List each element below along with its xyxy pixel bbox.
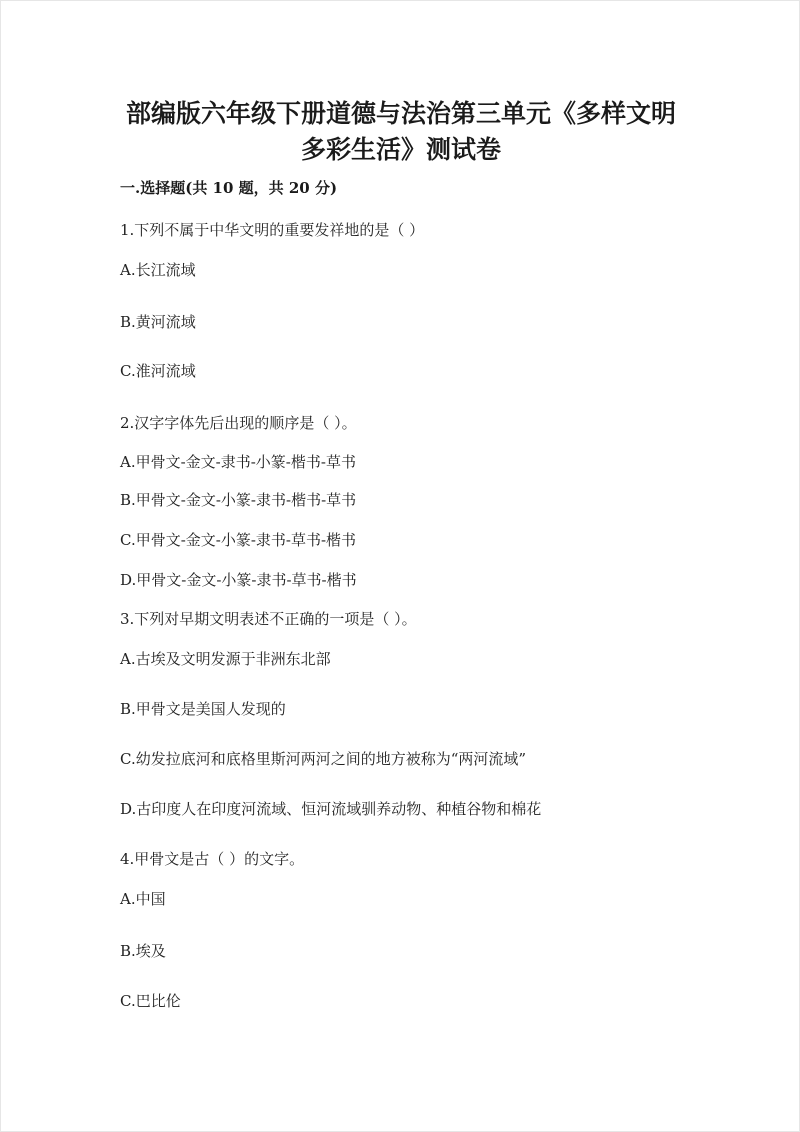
question-4-option-b: B.埃及 [120, 942, 166, 960]
page-title-line2: 多彩生活》测试卷 [300, 135, 501, 164]
question-2-option-d: D.甲骨文-金文-小篆-隶书-草书-楷书 [120, 571, 357, 589]
question-4-option-a: A.中国 [120, 890, 166, 908]
question-1-option-a: A.长江流域 [120, 261, 196, 279]
question-3-option-c: C.幼发拉底河和底格里斯河两河之间的地方被称为“两河流域” [120, 750, 527, 768]
question-1-option-c: C.淮河流域 [120, 362, 196, 380]
question-2-option-c: C.甲骨文-金文-小篆-隶书-草书-楷书 [120, 531, 357, 549]
question-1-stem: 1.下列不属于中华文明的重要发祥地的是（ ） [120, 221, 425, 239]
question-2-option-b: B.甲骨文-金文-小篆-隶书-楷书-草书 [120, 491, 357, 509]
question-4-stem: 4.甲骨文是古（ ）的文字。 [120, 850, 305, 868]
question-1-option-b: B.黄河流域 [120, 313, 196, 331]
page-title-line1: 部编版六年级下册道德与法治第三单元《多样文明 [125, 99, 676, 128]
question-2-stem: 2.汉字字体先后出现的顺序是（ ）。 [120, 414, 357, 432]
question-2-option-a: A.甲骨文-金文-隶书-小篆-楷书-草书 [120, 453, 356, 471]
section-heading: 一.选择题(共 10 题，共 20 分) [120, 179, 338, 197]
question-4-option-c: C.巴比伦 [120, 992, 181, 1010]
question-3-option-b: B.甲骨文是美国人发现的 [120, 700, 286, 718]
question-3-option-d: D.古印度人在印度河流域、恒河流域驯养动物、种植谷物和棉花 [120, 800, 542, 818]
question-3-option-a: A.古埃及文明发源于非洲东北部 [120, 650, 331, 668]
question-3-stem: 3.下列对早期文明表述不正确的一项是（ ）。 [120, 610, 417, 628]
